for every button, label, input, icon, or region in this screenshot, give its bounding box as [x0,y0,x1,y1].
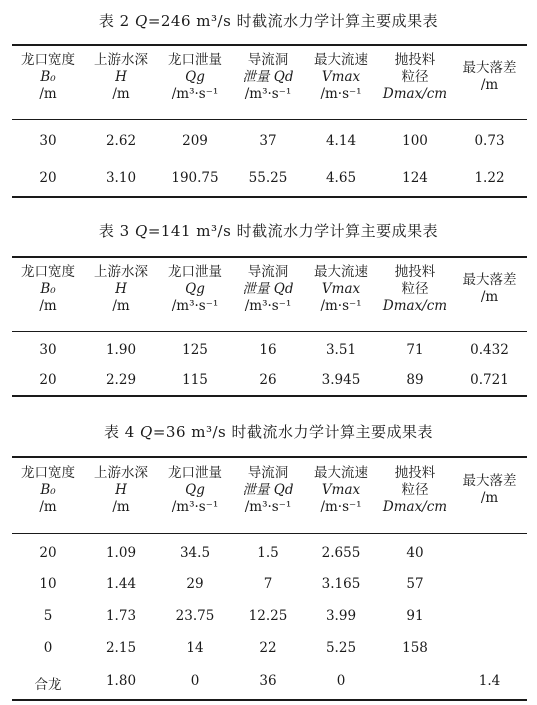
cell-upstream-depth: 2.15 [105,640,137,656]
cell-gap-width: 0 [43,640,53,656]
table-2-caption [0,10,537,31]
header-max-velocity: 最大流速 Vmax /m·s⁻¹ [314,52,368,102]
header-gap-discharge: 龙口泄量 Qg /m³·s⁻¹ [168,465,222,515]
cell-gap-discharge: 115 [182,372,208,388]
header-upstream-depth: 上游水深 H /m [94,52,148,102]
cell-gap-width: 合龙 [34,677,62,693]
cell-max-velocity: 0 [336,673,346,689]
header-material-size: 抛投料 粒径 Dmax/cm [382,264,448,314]
cell-diversion-discharge: 7 [263,576,273,592]
cell-gap-width: 20 [39,545,57,561]
cell-material-size: 57 [406,576,424,592]
cell-diversion-discharge: 16 [259,342,277,358]
header-gap-discharge: 龙口泄量 Qg /m³·s⁻¹ [168,52,222,102]
header-max-head-drop: 最大落差 /m [462,272,517,305]
table-3-q-symbol: Q [135,222,148,240]
cell-max-velocity: 4.65 [325,170,357,186]
header-max-head-drop: 最大落差 /m [462,60,517,93]
cell-max-velocity: 3.51 [325,342,357,358]
header-upstream-depth: 上游水深 H /m [94,465,148,515]
header-material-size: 抛投料 粒径 Dmax/cm [382,465,448,515]
cell-diversion-discharge: 22 [259,640,277,656]
table-3-title: 时截流水力学计算主要成果表 [236,222,439,240]
cell-upstream-depth: 1.90 [105,342,137,358]
table-4-title: 时截流水力学计算主要成果表 [231,423,434,441]
cell-max-head-drop: 1.22 [474,170,505,186]
cell-upstream-depth: 2.62 [105,133,137,149]
table-4-bottom-rule [12,699,527,701]
table-2-bottom-rule [12,196,527,198]
cell-max-velocity: 3.99 [325,608,357,624]
table-3-top-rule [12,256,527,258]
table-4-q-value: =36 m³/s [152,423,227,441]
cell-gap-discharge: 209 [182,133,208,149]
cell-upstream-depth: 1.44 [105,576,137,592]
cell-max-head-drop: 1.4 [478,673,501,689]
cell-upstream-depth: 1.80 [105,673,137,689]
table-2-title: 时截流水力学计算主要成果表 [236,12,439,30]
cell-max-velocity: 3.165 [321,576,361,592]
table-3-number: 表 3 [98,222,130,240]
cell-max-velocity: 3.945 [321,372,361,388]
header-max-velocity: 最大流速 Vmax /m·s⁻¹ [314,465,368,515]
cell-material-size: 124 [402,170,428,186]
table-4-caption [0,421,537,442]
cell-diversion-discharge: 36 [259,673,277,689]
table-3-header-rule [12,331,527,332]
cell-diversion-discharge: 55.25 [248,170,288,186]
header-max-velocity: 最大流速 Vmax /m·s⁻¹ [314,264,368,314]
header-diversion-discharge: 导流洞 泄量 Qd /m³·s⁻¹ [242,52,294,102]
header-gap-width: 龙口宽度 B₀ /m [21,52,75,102]
header-gap-discharge: 龙口泄量 Qg /m³·s⁻¹ [168,264,222,314]
cell-gap-discharge: 190.75 [171,170,219,186]
cell-upstream-depth: 2.29 [105,372,137,388]
cell-gap-width: 10 [39,576,57,592]
cell-diversion-discharge: 12.25 [248,608,288,624]
table-4-header-rule [12,533,527,534]
cell-gap-discharge: 14 [186,640,204,656]
cell-diversion-discharge: 37 [259,133,277,149]
table-2-header-rule [12,119,527,120]
header-upstream-depth: 上游水深 H /m [94,264,148,314]
table-4-top-rule [12,456,527,458]
cell-gap-width: 30 [39,133,57,149]
table-4-q-symbol: Q [140,423,153,441]
cell-material-size: 91 [406,608,424,624]
cell-material-size: 100 [402,133,428,149]
header-diversion-discharge: 导流洞 泄量 Qd /m³·s⁻¹ [242,264,294,314]
table-2-q-symbol: Q [135,12,148,30]
table-3-caption [0,220,537,241]
header-gap-width: 龙口宽度 B₀ /m [21,264,75,314]
cell-gap-width: 20 [39,170,57,186]
cell-upstream-depth: 1.09 [105,545,137,561]
header-max-head-drop: 最大落差 /m [462,473,517,506]
cell-gap-discharge: 29 [186,576,204,592]
cell-gap-width: 20 [39,372,57,388]
header-material-size: 抛投料 粒径 Dmax/cm [382,52,448,102]
cell-material-size: 71 [406,342,424,358]
cell-max-head-drop: 0.721 [470,372,509,388]
cell-max-velocity: 4.14 [325,133,357,149]
cell-diversion-discharge: 1.5 [257,545,279,561]
cell-material-size: 158 [402,640,428,656]
cell-gap-width: 30 [39,342,57,358]
header-diversion-discharge: 导流洞 泄量 Qd /m³·s⁻¹ [242,465,294,515]
cell-gap-discharge: 125 [182,342,208,358]
cell-max-velocity: 2.655 [321,545,361,561]
table-2-q-value: =246 m³/s [147,12,232,30]
table-3-bottom-rule [12,395,527,397]
cell-max-head-drop: 0.73 [474,133,505,149]
table-4-number: 表 4 [103,423,135,441]
cell-upstream-depth: 1.73 [105,608,137,624]
cell-material-size: 89 [406,372,424,388]
cell-diversion-discharge: 26 [259,372,277,388]
cell-gap-width: 5 [43,608,53,624]
cell-max-velocity: 5.25 [325,640,357,656]
header-gap-width: 龙口宽度 B₀ /m [21,465,75,515]
table-3-q-value: =141 m³/s [147,222,232,240]
cell-gap-discharge: 23.75 [175,608,215,624]
cell-gap-discharge: 0 [190,673,200,689]
table-2-top-rule [12,44,527,46]
cell-material-size: 40 [406,545,424,561]
cell-gap-discharge: 34.5 [179,545,211,561]
table-2-number: 表 2 [98,12,130,30]
cell-max-head-drop: 0.432 [470,342,509,358]
cell-upstream-depth: 3.10 [105,170,137,186]
